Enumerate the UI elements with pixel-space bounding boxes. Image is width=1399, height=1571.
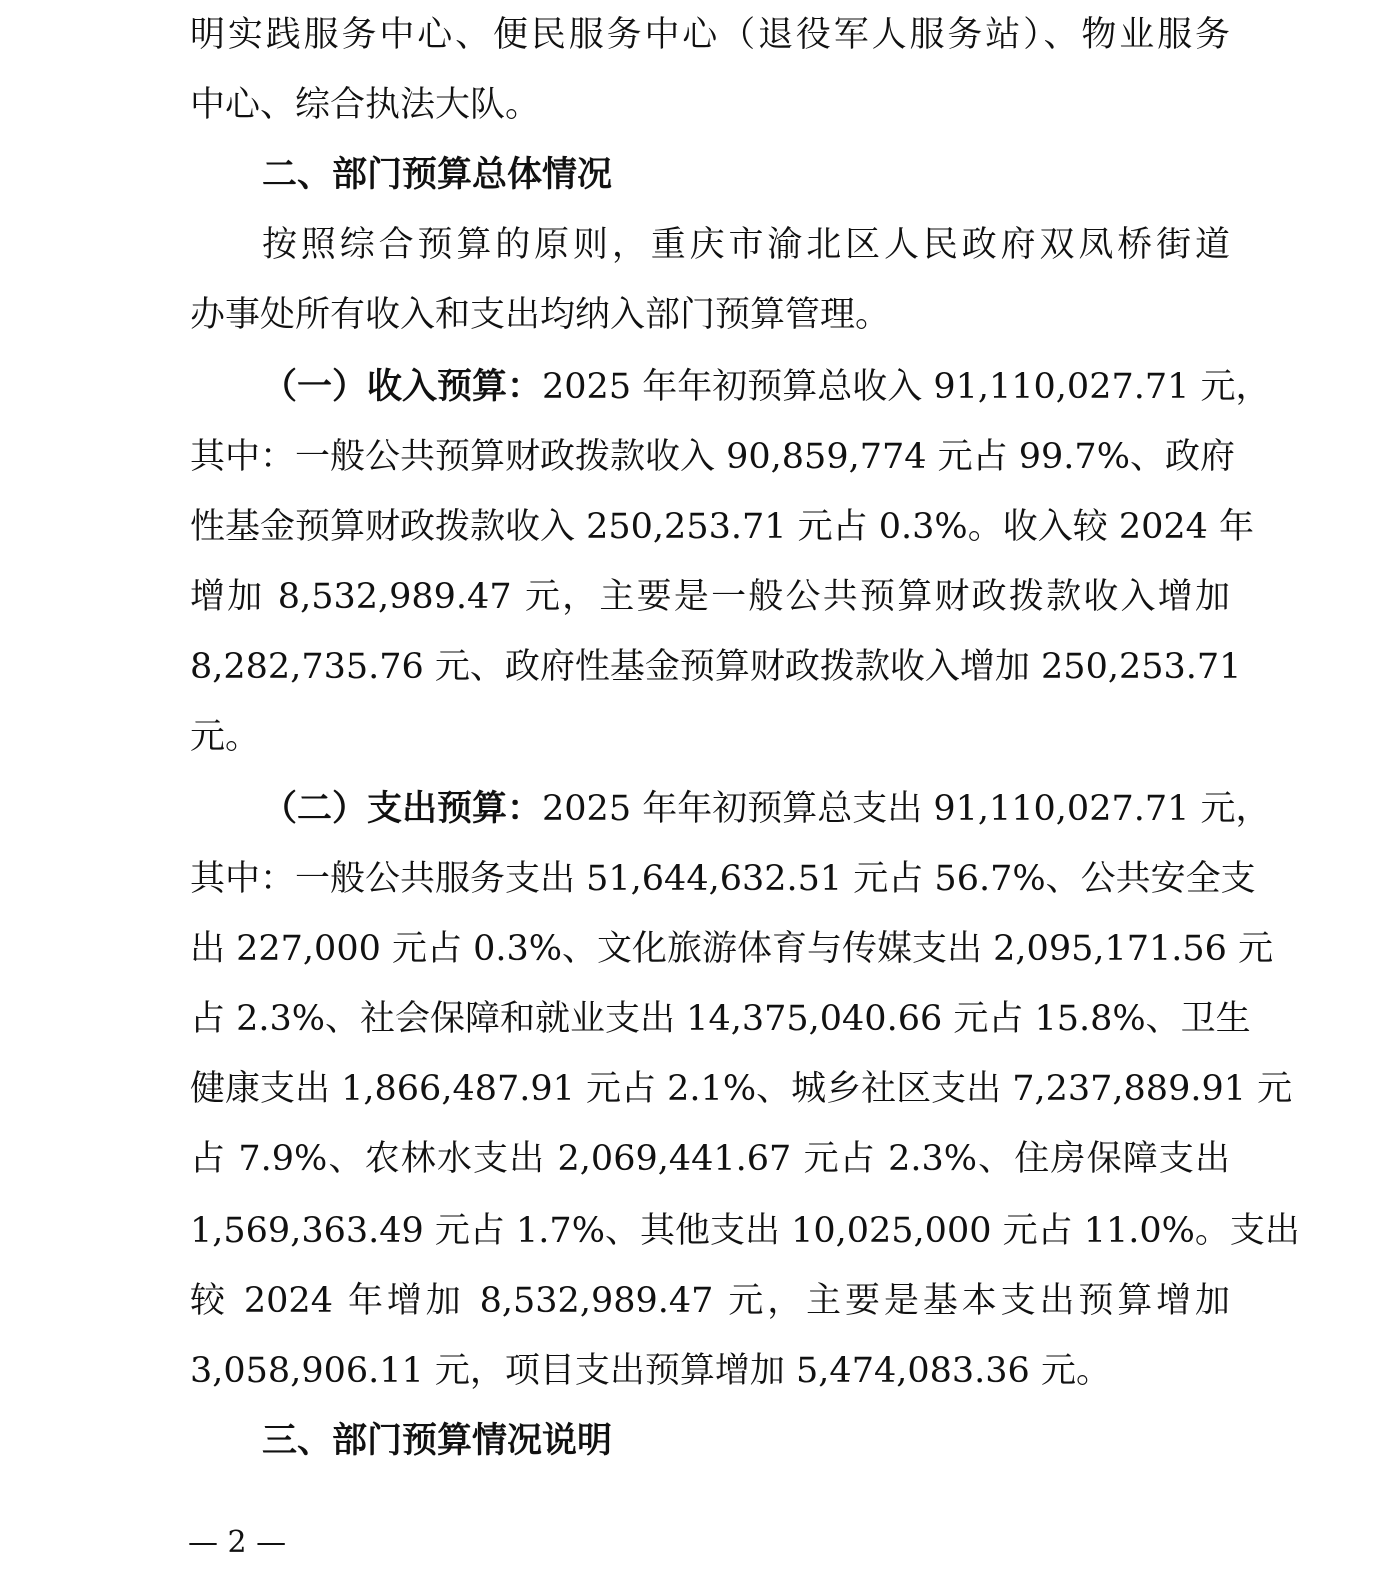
- expense-line-4: 占 2.3%、社会保障和就业支出 14,375,040.66 元占 15.8%、卫生: [190, 999, 1251, 1039]
- expense-line-2: 其中：一般公共服务支出 51,644,632.51 元占 56.7%、公共安全支: [190, 859, 1256, 899]
- income-line-6: 元。: [190, 717, 261, 757]
- expense-line-7: 1,569,363.49 元占 1.7%、其他支出 10,025,000 元占 11.0%。支出: [190, 1211, 1300, 1251]
- income-line-5: 8,282,735.76 元、政府性基金预算财政拨款收入增加 250,253.71: [190, 647, 1242, 687]
- income-line-1: [262, 352, 1271, 422]
- income-line-1-text: 2025 年年初预算总收入 91,110,027.71 元，: [542, 367, 1271, 407]
- expense-line-5: 健康支出 1,866,487.91 元占 2.1%、城乡社区支出 7,237,889.91 元: [190, 1069, 1293, 1109]
- section-3-heading: 三、部门预算情况说明: [262, 1421, 613, 1461]
- section-2-body-line-2: 办事处所有收入和支出均纳入部门预算管理。: [190, 295, 891, 335]
- income-line-2: 其中：一般公共预算财政拨款收入 90,859,774 元占 99.7%、政府: [190, 437, 1235, 477]
- expense-line-3: 出 227,000 元占 0.3%、文化旅游体育与传媒支出 2,095,171.56 元: [190, 929, 1274, 969]
- income-line-4: 增加 8,532,989.47 元，主要是一般公共预算财政拨款收入增加: [190, 577, 1230, 617]
- expense-line-6: 占 7.9%、农林水支出 2,069,441.67 元占 2.3%、住房保障支出: [190, 1139, 1230, 1179]
- income-line-3: 性基金预算财政拨款收入 250,253.71 元占 0.3%。收入较 2024 年: [190, 507, 1255, 547]
- expense-line-9: 3,058,906.11 元，项目支出预算增加 5,474,083.36 元。: [190, 1351, 1111, 1391]
- income-label: （一）收入预算：: [262, 367, 543, 407]
- section-2-body-line-1: 按照综合预算的原则，重庆市渝北区人民政府双凤桥街道: [262, 225, 1230, 265]
- intro-line-1: 明实践服务中心、便民服务中心（退役军人服务站）、物业服务: [190, 15, 1230, 55]
- section-2-heading: 二、部门预算总体情况: [262, 155, 613, 195]
- intro-line-2: 中心、综合执法大队。: [190, 85, 541, 125]
- page-number: — 2 —: [188, 1525, 287, 1560]
- expense-line-1-text: 2025 年年初预算总支出 91,110,027.71 元，: [542, 789, 1271, 829]
- expense-label: （二）支出预算：: [262, 789, 543, 829]
- expense-line-1: [262, 774, 1271, 844]
- expense-line-8: 较 2024 年增加 8,532,989.47 元，主要是基本支出预算增加: [190, 1281, 1230, 1321]
